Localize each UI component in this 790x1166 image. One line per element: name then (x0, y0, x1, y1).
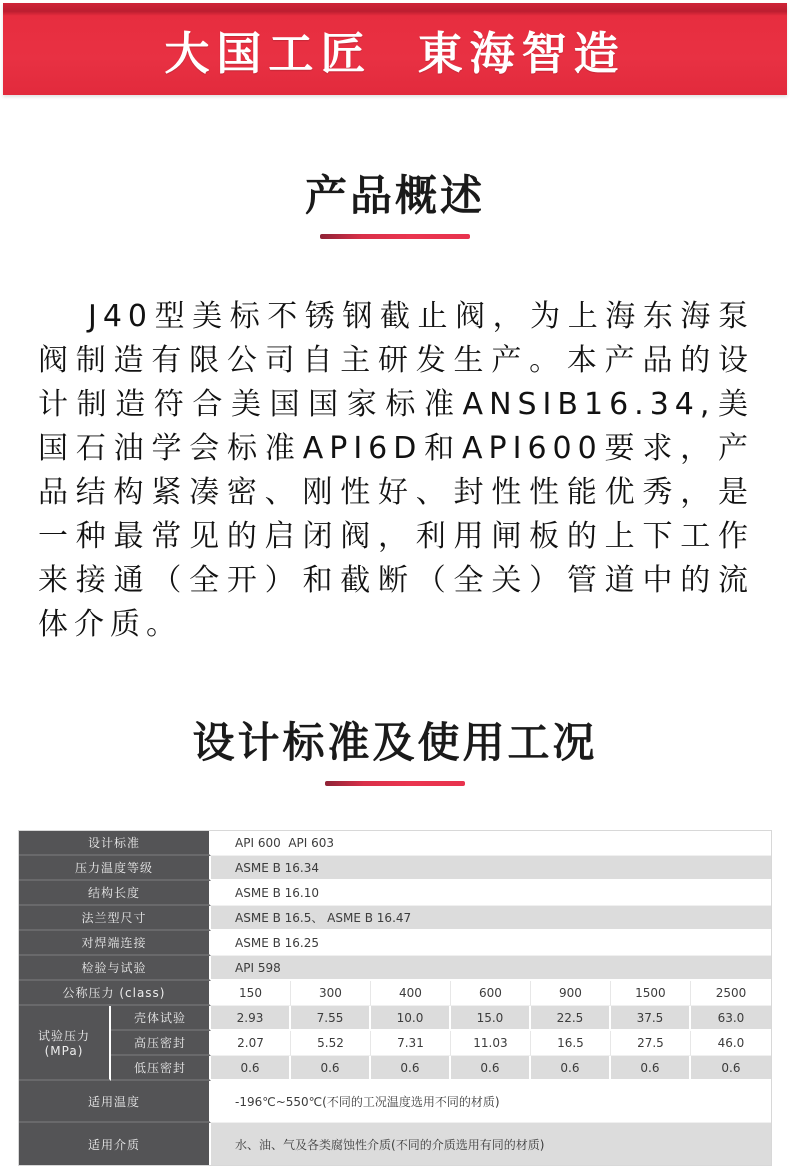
spec-value-cell: 2.07 (211, 1031, 291, 1056)
overview-section-header (0, 168, 790, 239)
title-underline (325, 781, 465, 786)
spec-value-cell: 0.6 (451, 1056, 531, 1081)
spec-value-cell: 0.6 (371, 1056, 451, 1081)
spec-value-cell: 27.5 (611, 1031, 691, 1056)
spec-label-cell: 法兰型尺寸 (19, 906, 211, 931)
spec-value-cell: 10.0 (371, 1006, 451, 1031)
spec-value-cell: 2.93 (211, 1006, 291, 1031)
specs-title: 设计标准及使用工况 (192, 718, 598, 767)
spec-value-cell: ASME B 16.10 (211, 881, 771, 906)
spec-row (19, 931, 771, 956)
spec-label-cell: 压力温度等级 (19, 856, 211, 881)
spec-label-cell: 对焊端连接 (19, 931, 211, 956)
spec-row (19, 906, 771, 931)
spec-row (19, 831, 771, 856)
spec-value-cell: API 598 (211, 956, 771, 981)
spec-value-cell: 600 (451, 981, 531, 1006)
spec-row (19, 956, 771, 981)
spec-label-cell: 公称压力 (class) (19, 981, 211, 1006)
spec-value-cell: 22.5 (531, 1006, 611, 1031)
spec-value-cell: 150 (211, 981, 291, 1006)
spec-row (19, 1081, 771, 1123)
specs-table-body (19, 831, 771, 1165)
spec-value-cell: 63.0 (691, 1006, 771, 1031)
spec-label-cell: 低压密封 (111, 1056, 211, 1081)
spec-value-cell: 0.6 (291, 1056, 371, 1081)
spec-value-cell: API 600 API 603 (211, 831, 771, 856)
spec-value-cell: -196℃~550℃(不同的工况温度选用不同的材质) (211, 1081, 771, 1123)
spec-value-cell: 46.0 (691, 1031, 771, 1056)
spec-row (19, 1056, 771, 1081)
brand-banner (3, 3, 787, 95)
spec-value-cell: 400 (371, 981, 451, 1006)
spec-value-cell: ASME B 16.5、 ASME B 16.47 (211, 906, 771, 931)
spec-label-cell: 壳体试验 (111, 1006, 211, 1031)
spec-value-cell: 0.6 (531, 1056, 611, 1081)
spec-value-cell: 0.6 (611, 1056, 691, 1081)
spec-row (19, 856, 771, 881)
spec-row (19, 981, 771, 1006)
overview-paragraph: J40型美标不锈钢截止阀，为上海东海泵阀制造有限公司自主研发生产。本产品的设计制造符合美国国家标准ANSIB16.34,美国石油学会标准API6D和API600要求，产品结构紧凑密、刚性好、封性性能优秀，是一种最常见的启闭阀，利用闸板的上下工作来接通（全开）和截断（全关）管道中的流体介质。 (38, 299, 754, 642)
spec-value-cell: 300 (291, 981, 371, 1006)
spec-value-cell: 水、油、气及各类腐蚀性介质(不同的介质选用有同的材质) (211, 1123, 771, 1165)
spec-value-cell: 16.5 (531, 1031, 611, 1056)
spec-label-cell: 结构长度 (19, 881, 211, 906)
specs-table (18, 830, 772, 1166)
specs-section-header (0, 715, 790, 786)
spec-value-cell: 37.5 (611, 1006, 691, 1031)
spec-value-cell: ASME B 16.34 (211, 856, 771, 881)
spec-value-cell: 0.6 (211, 1056, 291, 1081)
spec-label-cell: 适用介质 (19, 1123, 211, 1165)
spec-value-cell: 900 (531, 981, 611, 1006)
brand-banner-title: 大国工匠 東海智造 (164, 26, 626, 80)
spec-row (19, 881, 771, 906)
spec-value-cell: 7.31 (371, 1031, 451, 1056)
spec-row (19, 1123, 771, 1165)
overview-title: 产品概述 (304, 171, 485, 220)
spec-value-cell: 7.55 (291, 1006, 371, 1031)
spec-label-cell: 高压密封 (111, 1031, 211, 1056)
spec-value-cell: 2500 (691, 981, 771, 1006)
title-underline (320, 234, 470, 239)
spec-label-cell: 设计标准 (19, 831, 211, 856)
spec-value-cell: 0.6 (691, 1056, 771, 1081)
spec-value-cell: ASME B 16.25 (211, 931, 771, 956)
spec-row (19, 1006, 771, 1031)
spec-label-cell: 适用温度 (19, 1081, 211, 1123)
spec-value-cell: 5.52 (291, 1031, 371, 1056)
spec-label-cell: 试验压力(MPa) (19, 1006, 111, 1081)
spec-label-cell: 检验与试验 (19, 956, 211, 981)
spec-row (19, 1031, 771, 1056)
spec-value-cell: 11.03 (451, 1031, 531, 1056)
spec-value-cell: 1500 (611, 981, 691, 1006)
spec-value-cell: 15.0 (451, 1006, 531, 1031)
